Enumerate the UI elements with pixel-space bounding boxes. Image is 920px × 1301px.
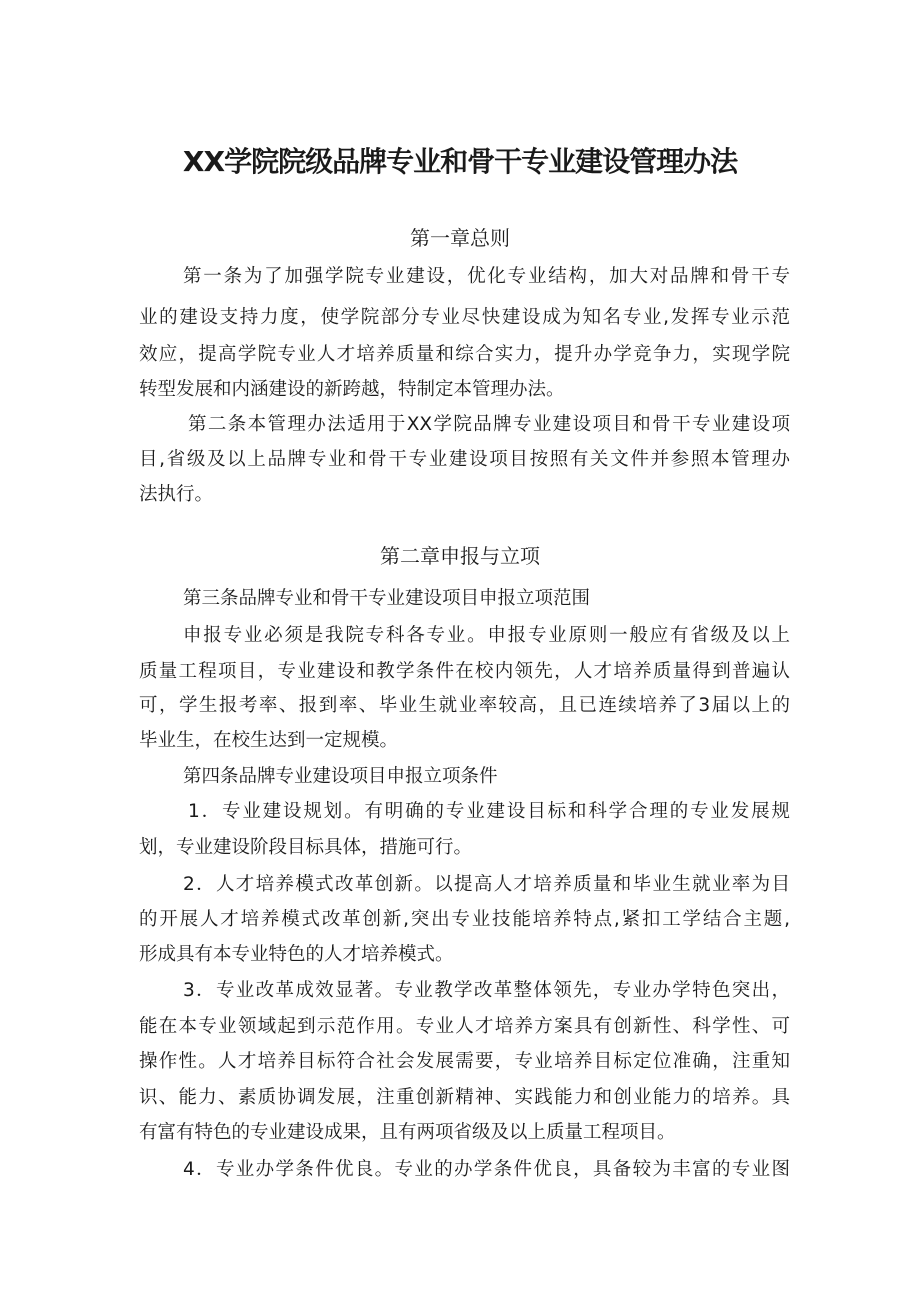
article-2-line: 法执行。 xyxy=(139,484,214,505)
article-2-line: 目,省级及以上品牌专业和骨干专业建设项目按照有关文件并参照本管理办 xyxy=(139,449,790,470)
item-3-line: 能在本专业领域起到示范作用。专业人才培养方案具有创新性、科学性、可 xyxy=(139,1016,790,1037)
article-4-title: 第四条品牌专业建设项目申报立项条件 xyxy=(183,766,498,787)
item-2-line: 2．人才培养模式改革创新。以提高人才培养质量和毕业生就业率为目 xyxy=(183,874,790,895)
article-1-line: 第一条为了加强学院专业建设，优化专业结构，加大对品牌和骨干专 xyxy=(183,266,790,287)
chapter-2-heading: 第二章申报与立项 xyxy=(380,544,540,568)
item-2-line: 形成具有本专业特色的人才培养模式。 xyxy=(139,944,454,965)
article-3-line: 可，学生报考率、报到率、毕业生就业率较高，且已连续培养了3届以上的 xyxy=(139,695,790,716)
item-3-line: 操作性。人才培养目标符合社会发展需要，专业培养目标定位准确，注重知 xyxy=(139,1051,790,1072)
article-3-line: 毕业生，在校生达到一定规模。 xyxy=(139,730,399,751)
article-2-line: 第二条本管理办法适用于XX学院品牌专业建设项目和骨干专业建设项 xyxy=(188,414,790,435)
article-1-line: 转型发展和内涵建设的新跨越，特制定本管理办法。 xyxy=(139,379,565,400)
document-title: XX学院院级品牌专业和骨干专业建设管理办法 xyxy=(182,145,738,178)
article-3-title: 第三条品牌专业和骨干专业建设项目申报立项范围 xyxy=(183,588,591,609)
article-3-line: 质量工程项目，专业建设和教学条件在校内领先，人才培养质量得到普遍认 xyxy=(139,661,790,682)
article-1-line: 业的建设支持力度，使学院部分专业尽快建设成为知名专业,发挥专业示范 xyxy=(139,307,790,328)
item-2-line: 的开展人才培养模式改革创新,突出专业技能培养特点,紧扣工学结合主题, xyxy=(139,909,790,930)
item-4-line: 4．专业办学条件优良。专业的办学条件优良，具备较为丰富的专业图 xyxy=(183,1159,790,1180)
item-3-line: 有富有特色的专业建设成果，且有两项省级及以上质量工程项目。 xyxy=(139,1122,676,1143)
item-3-line: 3．专业改革成效显著。专业教学改革整体领先，专业办学特色突出， xyxy=(183,980,790,1001)
article-3-line: 申报专业必须是我院专科各专业。申报专业原则一般应有省级及以上 xyxy=(183,625,790,646)
chapter-1-heading: 第一章总则 xyxy=(410,226,510,250)
item-3-line: 识、能力、素质协调发展，注重创新精神、实践能力和创业能力的培养。具 xyxy=(139,1087,790,1108)
item-1-line: 1．专业建设规划。有明确的专业建设目标和科学合理的专业发展规 xyxy=(188,801,790,822)
item-1-line: 划，专业建设阶段目标具体，措施可行。 xyxy=(139,837,473,858)
article-1-line: 效应，提高学院专业人才培养质量和综合实力，提升办学竞争力，实现学院 xyxy=(139,344,790,365)
